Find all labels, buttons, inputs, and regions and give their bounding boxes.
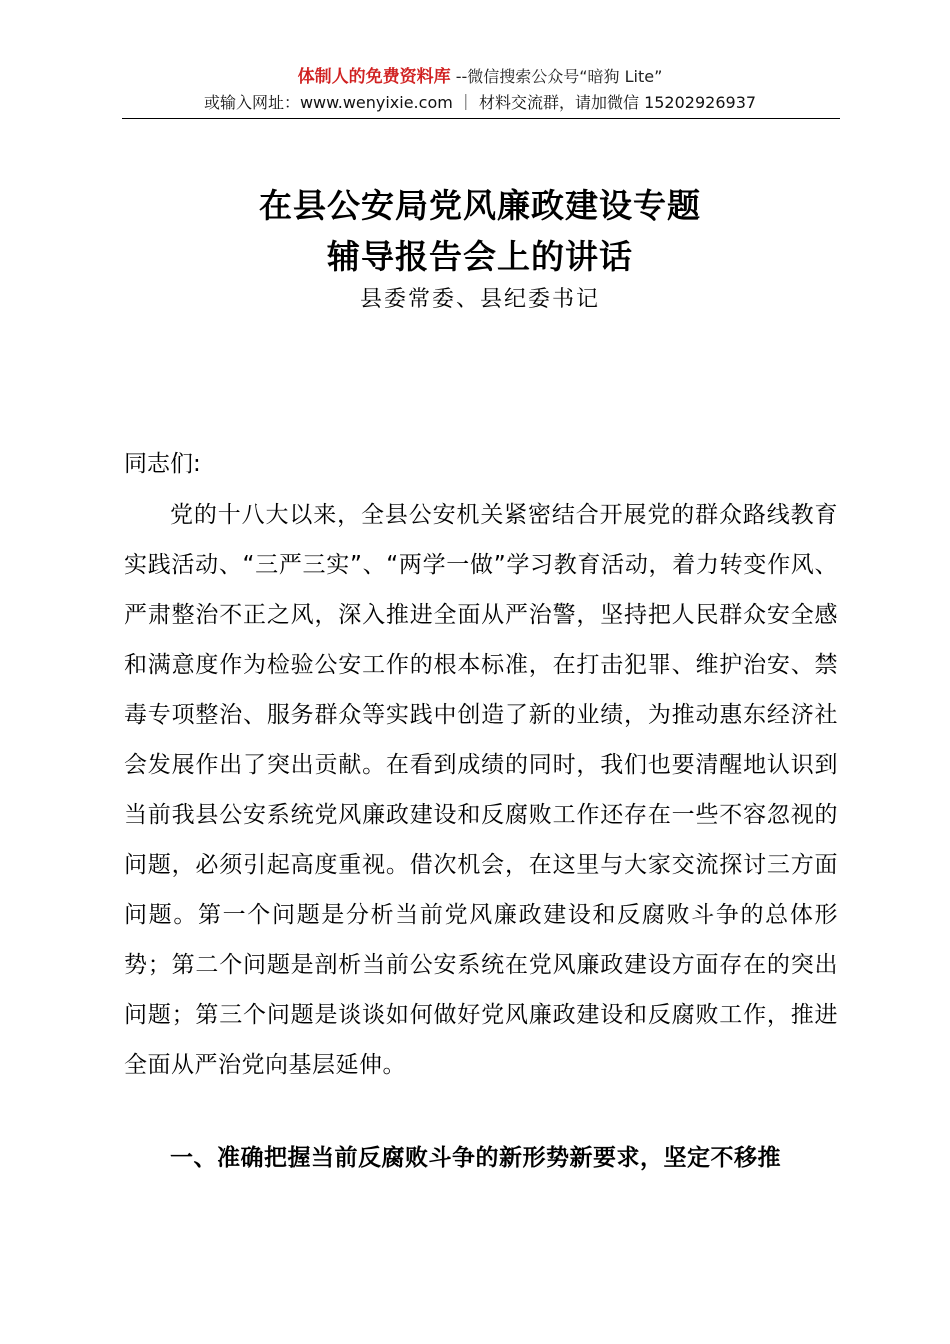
header-divider (122, 118, 840, 119)
page-header (122, 64, 838, 116)
header-brand: 体制人的免费资料库 (297, 67, 451, 87)
salutation: 同志们: (124, 451, 201, 477)
body-paragraph: 党的十八大以来，全县公安机关紧密结合开展党的群众路线教育实践活动、“三严三实”、“两学一做”学习教育活动，着力转变作风、严肃整治不正之风，深入推进全面从严治警，坚持把人民群众安全感和满意度作为检验公安工作的根本标准，在打击犯罪、维护治安、禁毒专项整治、服务群众等实践中创造了新的业绩，为推动惠东经济社会发展作出了突出贡献。在看到成绩的同时，我们也要清醒地认识到当前我县公安系统党风廉政建设和反腐败工作还存在一些不容忽视的问题，必须引起高度重视。借次机会，在这里与大家交流探讨三方面问题。第一个问题是分析当前党风廉政建设和反腐败斗争的总体形势；第二个问题是剖析当前公安系统在党风廉政建设方面存在的突出问题；第三个问题是谈谈如何做好党风廉政建设和反腐败工作，推进全面从严治党向基层延伸。 (124, 502, 838, 1078)
header-wechat-note: --微信搜索公众号“暗狗 Lite” (450, 67, 663, 86)
header-line-1 (122, 64, 838, 90)
section-heading-1: 一、准确把握当前反腐败斗争的新形势新要求，坚定不移推 (170, 1145, 781, 1171)
document-author: 县委常委、县纪委书记 (359, 287, 600, 312)
header-line-2: 或输入网址：www.wenyixie.com ｜ 材料交流群，请加微信 15202926937 (203, 93, 757, 112)
document-title-line-1: 在县公安局党风廉政建设专题 (259, 186, 701, 225)
document-title-line-2: 辅导报告会上的讲话 (327, 237, 633, 276)
